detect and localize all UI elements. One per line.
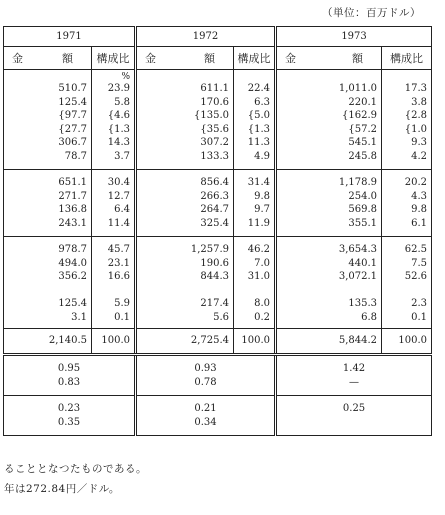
group-3 [4, 237, 432, 329]
footnote-line-1: ることとなつたものである。 [4, 463, 147, 475]
g3-amount-1973: 3,654.3 440.1 3,072.1 135.3 6.8 [276, 237, 382, 329]
column-header-row [4, 47, 432, 70]
r2-1972: 0.21 0.34 [136, 396, 276, 436]
ratio-header-1973: 構成比 [382, 47, 432, 70]
year-header-row [4, 27, 432, 47]
g3-ratio-1972: 46.2 7.0 31.0 8.0 0.2 [234, 237, 276, 329]
total-ratio-1972: 100.0 [234, 329, 276, 355]
year-1973: 1973 [276, 27, 432, 47]
g1-ratio-1971: % 23.9 5.8 {4.6 {1.3 14.3 3.7 [92, 70, 136, 170]
g2-amount-1973: 1,178.9 254.0 569.8 355.1 [276, 170, 382, 237]
g3-amount-1972: 1,257.9 190.6 844.3 217.4 5.6 [136, 237, 234, 329]
group-1 [4, 70, 432, 170]
year-1971: 1971 [4, 27, 136, 47]
g1-amount-1973: 1,011.0 220.1 {162.9 {57.2 545.1 245.8 [276, 70, 382, 170]
ratio-header-1972: 構成比 [234, 47, 276, 70]
total-row [4, 329, 432, 355]
g2-amount-1972: 856.4 266.3 264.7 325.4 [136, 170, 234, 237]
g1-amount-1972: 611.1 170.6 {135.0 {35.6 307.2 133.3 [136, 70, 234, 170]
g1-ratio-1972: 22.4 6.3 {5.0 {1.3 11.3 4.9 [234, 70, 276, 170]
year-1972: 1972 [136, 27, 276, 47]
r1-1973: 1.42 — [276, 355, 432, 396]
group-2 [4, 170, 432, 237]
g3-amount-1971: 978.7 494.0 356.2 125.4 3.1 [4, 237, 92, 329]
g2-ratio-1973: 20.2 4.3 9.8 6.1 [382, 170, 432, 237]
ratio-header-1971: 構成比 [92, 47, 136, 70]
total-ratio-1971: 100.0 [92, 329, 136, 355]
total-amount-1971: 2,140.5 [4, 329, 92, 355]
r1-1971: 0.95 0.83 [4, 355, 136, 396]
amount-header-1972: 金 額 [136, 47, 234, 70]
total-amount-1973: 5,844.2 [276, 329, 382, 355]
g1-ratio-1973: 17.3 3.8 {2.8 {1.0 9.3 4.2 [382, 70, 432, 170]
g1-amount-1971: 510.7 125.4 {97.7 {27.7 306.7 78.7 [4, 70, 92, 170]
trade-table [3, 26, 432, 436]
total-amount-1972: 2,725.4 [136, 329, 234, 355]
ratio-row-1 [4, 355, 432, 396]
r2-1973: 0.25 [276, 396, 432, 436]
g2-ratio-1971: 30.4 12.7 6.4 11.4 [92, 170, 136, 237]
unit-label: （単位：百万ドル） [322, 7, 421, 19]
r2-1971: 0.23 0.35 [4, 396, 136, 436]
ratio-row-2 [4, 396, 432, 436]
footnote-line-2: 年は272.84円／ドル。 [4, 483, 120, 495]
g2-amount-1971: 651.1 271.7 136.8 243.1 [4, 170, 92, 237]
total-ratio-1973: 100.0 [382, 329, 432, 355]
g3-ratio-1971: 45.7 23.1 16.6 5.9 0.1 [92, 237, 136, 329]
g3-ratio-1973: 62.5 7.5 52.6 2.3 0.1 [382, 237, 432, 329]
amount-header-1971: 金 額 [4, 47, 92, 70]
r1-1972: 0.93 0.78 [136, 355, 276, 396]
amount-header-1973: 金 額 [276, 47, 382, 70]
g2-ratio-1972: 31.4 9.8 9.7 11.9 [234, 170, 276, 237]
